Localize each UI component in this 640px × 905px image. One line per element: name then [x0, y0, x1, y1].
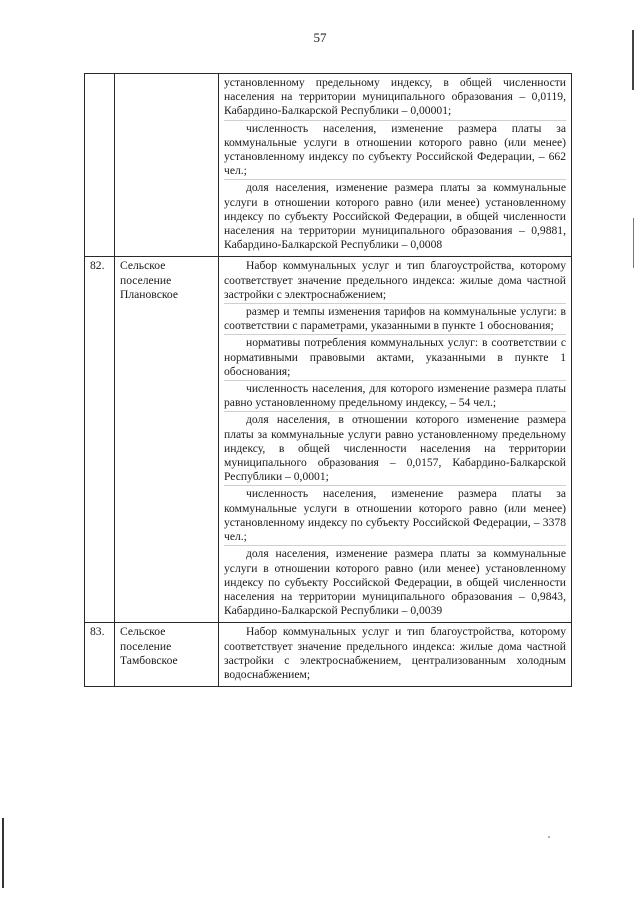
- row-number-cell: [85, 74, 115, 257]
- description-cell: [219, 257, 572, 623]
- table-row: [85, 74, 572, 257]
- description-cell: [219, 623, 572, 687]
- settlement-name: Сельское поселение Плановское: [120, 259, 178, 301]
- description-paragraph: установленному предельному индексу, в общей численности населения на территории муниципального образования – 0,0119, Кабардино-Балкарской Республики – 0,00001;: [224, 76, 566, 121]
- row-number: 83.: [90, 625, 105, 639]
- settlement-name: Сельское поселение Тамбовское: [120, 625, 178, 667]
- description-paragraph: размер и темпы изменения тарифов на коммунальные услуги: в соответствии с параметрами, указанными в пункте 1 обоснования;: [224, 305, 566, 335]
- description-paragraph: численность населения, для которого изменение размера платы равно установленному предельному индексу, – 54 чел.;: [224, 382, 566, 412]
- scan-edge-mark: [2, 818, 4, 888]
- scan-edge-mark: [632, 30, 634, 90]
- description-paragraph: нормативы потребления коммунальных услуг: в соответствии с нормативными правовыми актами, указанными в пункте 1 обоснования;: [224, 336, 566, 381]
- description-paragraph: доля населения, в отношении которого изменение размера платы за коммунальные услуги равно установленному предельному индексу, в общей численности населения на территории муниципального образования – 0,0157, Кабардино-Балкарской Республики – 0,0001;: [224, 413, 566, 486]
- description-paragraph: численность населения, изменение размера платы за коммунальные услуги в отношении которого равно (или менее) установленному индексу по субъекту Российской Федерации, – 3378 чел.;: [224, 487, 566, 546]
- description-paragraph: численность населения, изменение размера платы за коммунальные услуги в отношении которого равно (или менее) установленному индексу по субъекту Российской Федерации, – 662 чел.;: [224, 122, 566, 181]
- row-number-cell: [85, 623, 115, 687]
- settlement-name-cell: [115, 74, 219, 257]
- scan-edge-mark: [633, 218, 634, 268]
- row-number-cell: [85, 257, 115, 623]
- scan-speck: [548, 836, 550, 838]
- row-number: 82.: [90, 259, 105, 273]
- description-cell: [219, 74, 572, 257]
- page-number: 57: [313, 30, 327, 45]
- table-row: [85, 623, 572, 687]
- settlement-name-cell: [115, 257, 219, 623]
- description-paragraph: Набор коммунальных услуг и тип благоустройства, которому соответствует значение предельного индекса: жилые дома частной застройки с электроснабжением, централизованным холодным водоснабжением;: [224, 625, 566, 681]
- index-table: [84, 73, 572, 687]
- description-paragraph: доля населения, изменение размера платы за коммунальные услуги в отношении которого равно (или менее) установленному индексу по субъекту Российской Федерации, в общей численности населения на территории муниципального образования – 0,9881, Кабардино-Балкарской Республики – 0,0008: [224, 181, 566, 252]
- description-paragraph: доля населения, изменение размера платы за коммунальные услуги в отношении которого равно (или менее) установленному индексу по субъекту Российской Федерации, в общей численности населения на территории муниципального образования – 0,9843, Кабардино-Балкарской Республики – 0,0039: [224, 547, 566, 618]
- settlement-name-cell: [115, 623, 219, 687]
- table-row: [85, 257, 572, 623]
- description-paragraph: Набор коммунальных услуг и тип благоустройства, которому соответствует значение предельного индекса: жилые дома частной застройки с электроснабжением;: [224, 259, 566, 304]
